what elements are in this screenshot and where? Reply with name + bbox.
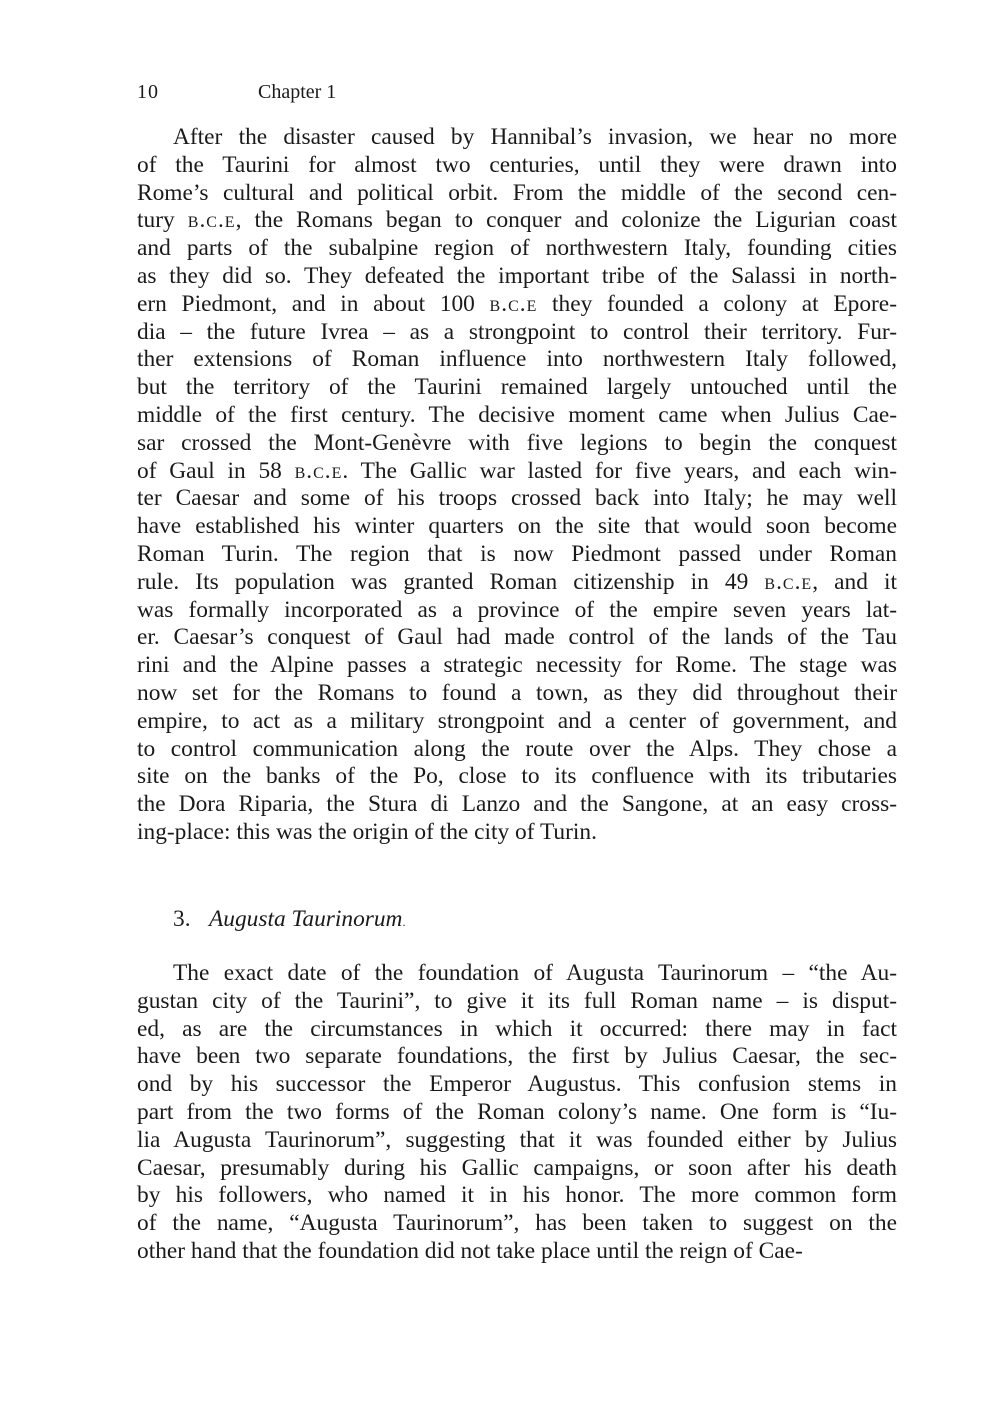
section-title-trailing: . xyxy=(402,915,406,929)
section-number: 3. xyxy=(173,906,191,932)
text-line: The exact date of the foundation of Augusta Taurinorum – “the Au- xyxy=(173,960,897,986)
text-line: Rome’s cultural and political orbit. From the middle of the second cen- xyxy=(137,179,897,206)
text-line: lia Augusta Taurinorum”, suggesting that it was founded either by Julius xyxy=(137,1126,897,1153)
text-line: was formally incorporated as a province of the empire seven years lat- xyxy=(137,596,897,623)
text-line: gustan city of the Taurini”, to give it its full Roman name – is disput- xyxy=(137,987,897,1014)
text-line: rini and the Alpine passes a strategic necessity for Rome. The stage was xyxy=(137,652,897,679)
text-line: of the name, “Augusta Taurinorum”, has been taken to suggest on the xyxy=(137,1210,897,1237)
text-line: and parts of the subalpine region of northwestern Italy, founding cities xyxy=(137,235,897,262)
running-head xyxy=(137,80,336,104)
section-heading xyxy=(173,904,405,937)
text-line: site on the banks of the Po, close to its confluence with its tributaries xyxy=(137,763,897,790)
section-title: Augusta Taurinorum xyxy=(209,906,403,932)
text-line: rule. Its population was granted Roman citizenship in 49 b.c.e, and it xyxy=(137,568,897,595)
text-line: sar crossed the Mont-Genèvre with five legions to begin the conquest xyxy=(137,429,897,456)
text-line: by his followers, who named it in his honor. The more common form xyxy=(137,1182,897,1209)
text-line: middle of the first century. The decisive moment came when Julius Cae- xyxy=(137,401,897,428)
text-line: ther extensions of Roman influence into northwestern Italy followed, xyxy=(137,346,897,373)
text-line: but the territory of the Taurini remained largely untouched until the xyxy=(137,374,897,401)
text-line: After the disaster caused by Hannibal’s invasion, we hear no more xyxy=(173,124,897,150)
text-line: ern Piedmont, and in about 100 b.c.e they founded a colony at Epore- xyxy=(137,290,897,317)
text-line: have been two separate foundations, the first by Julius Caesar, the sec- xyxy=(137,1043,897,1070)
chapter-title: Chapter 1 xyxy=(258,81,337,103)
paragraph-1 xyxy=(137,124,897,847)
text-line: of Gaul in 58 b.c.e. The Gallic war lasted for five years, and each win- xyxy=(137,457,897,484)
text-line: other hand that the foundation did not take place until the reign of Cae- xyxy=(137,1237,803,1264)
text-line: ter Caesar and some of his troops crossed back into Italy; he may well xyxy=(137,485,897,512)
text-line: part from the two forms of the Roman colony’s name. One form is “Iu- xyxy=(137,1098,897,1125)
text-line: empire, to act as a military strongpoint and a center of government, and xyxy=(137,707,897,734)
text-line: Caesar, presumably during his Gallic campaigns, or soon after his death xyxy=(137,1154,897,1181)
text-line: Roman Turin. The region that is now Piedmont passed under Roman xyxy=(137,540,897,567)
text-line: have established his winter quarters on the site that would soon become xyxy=(137,513,897,540)
text-line: er. Caesar’s conquest of Gaul had made control of the lands of the Tau xyxy=(137,624,897,651)
text-line: ed, as are the circumstances in which it occurred: there may in fact xyxy=(137,1015,897,1042)
text-line: now set for the Romans to found a town, as they did throughout their xyxy=(137,679,897,706)
page-number: 10 xyxy=(137,81,159,103)
text-line: to control communication along the route over the Alps. They chose a xyxy=(137,735,897,762)
text-line: as they did so. They defeated the important tribe of the Salassi in north- xyxy=(137,262,897,289)
text-line: the Dora Riparia, the Stura di Lanzo and the Sangone, at an easy cross- xyxy=(137,791,897,818)
text-line: ing-place: this was the origin of the city of Turin. xyxy=(137,818,597,845)
text-line: dia – the future Ivrea – as a strongpoint to control their territory. Fur- xyxy=(137,318,897,345)
paragraph-2 xyxy=(137,960,897,1266)
text-line: of the Taurini for almost two centuries, until they were drawn into xyxy=(137,151,897,178)
text-line: tury b.c.e, the Romans began to conquer and colonize the Ligurian coast xyxy=(137,207,897,234)
text-line: ond by his successor the Emperor Augustus. This confusion stems in xyxy=(137,1071,897,1098)
